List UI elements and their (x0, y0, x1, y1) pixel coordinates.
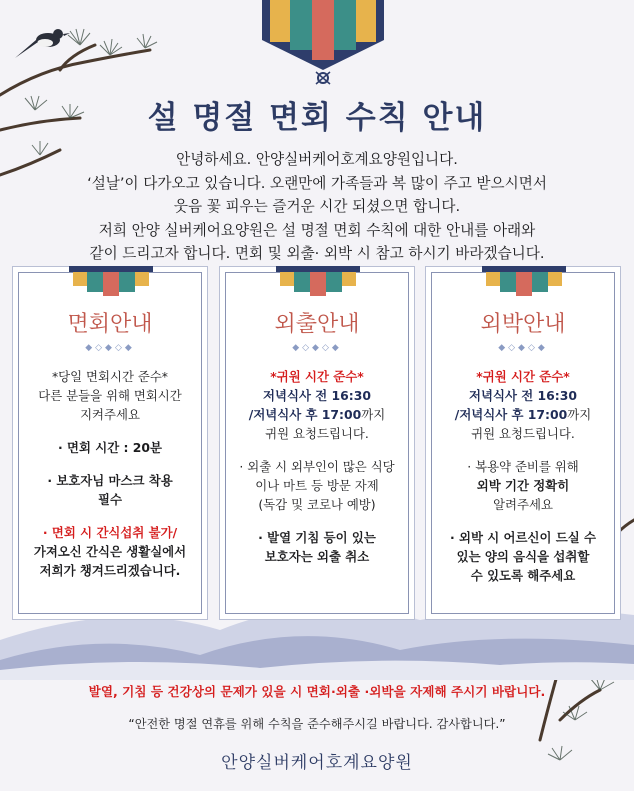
text-line: 귀원 요청드립니다. (471, 426, 575, 441)
card-body (23, 367, 197, 594)
text-line: 저희가 챙겨드리겠습니다. (39, 563, 181, 578)
text-line: · 외박 시 어르신이 드실 수 (450, 530, 596, 545)
thanks-message: “안전한 명절 연휴를 위해 수칙을 준수해주시길 바랍니다. 감사합니다.” (128, 717, 506, 731)
text-line: · 복용약 준비를 위해 (467, 459, 579, 474)
text-line: 귀원 요청드립니다. (265, 426, 369, 441)
card-title: 외박안내 (480, 312, 566, 337)
text-line: 수 있도록 해주세요 (470, 568, 576, 583)
text-line: /저녁식사 후 17:00 (454, 407, 568, 422)
visit-card (12, 266, 208, 620)
text-line: 다른 분들을 위해 면회시간 (38, 388, 182, 403)
page-title: 설 명절 면회 수칙 안내 (147, 100, 487, 136)
text-line: 저녁식사 전 16:30 (469, 388, 577, 403)
ornament-icon: ◆◇◆◇◆ (85, 343, 135, 353)
organization-name: 안양실버케어호계요양원 (221, 753, 413, 773)
text-line: 까지 (361, 407, 386, 422)
text-line: 알려주세요 (493, 497, 553, 512)
text-line: 보호자는 외출 취소 (264, 549, 370, 564)
card-ribbon-icon (276, 266, 360, 296)
text-line: · 면회 시간 : 20분 (57, 440, 162, 455)
intro-line: 웃음 꽃 피우는 즐거운 시간 되셨으면 합니다. (173, 198, 461, 215)
text-line: (독감 및 코로나 예방) (258, 497, 376, 512)
text-line: · 발열 기침 등이 있는 (258, 530, 376, 545)
intro-line: 안녕하세요. 안양실버케어호계요양원입니다. (176, 151, 458, 168)
text-line: 이나 마트 등 방문 자제 (255, 478, 379, 493)
text-line: /저녁식사 후 17:00 (248, 407, 362, 422)
card-ribbon-icon (482, 266, 566, 296)
text-line: *당일 면회시간 준수* (51, 369, 169, 384)
card-title: 외출안내 (274, 312, 360, 337)
text-line: · 외출 시 외부인이 많은 식당 (239, 459, 395, 474)
text-line: 있는 양의 음식을 섭취할 (456, 549, 590, 564)
card-ribbon-icon (69, 266, 153, 296)
text-line: *귀원 시간 준수* (476, 369, 570, 384)
text-line: 외박 기간 정확히 (476, 478, 570, 493)
norigae-tassel-icon (262, 0, 384, 88)
text-line: 가져오신 간식은 생활실에서 (33, 544, 187, 559)
health-warning: 발열, 기침 등 건강상의 문제가 있을 시 면회·외출 ·외박을 자제해 주시기 바랍니다. (88, 684, 546, 699)
ornament-icon: ◆◇◆◇◆ (498, 343, 548, 353)
intro-line: 같이 드리고자 합니다. 면회 및 외출· 외박 시 참고 하시기 바라겠습니다. (89, 245, 545, 262)
outing-card (219, 266, 415, 620)
intro-text (0, 148, 634, 266)
text-line: 필수 (98, 492, 122, 507)
text-line: 저녁식사 전 16:30 (263, 388, 371, 403)
card-title: 면회안내 (67, 312, 153, 337)
overnight-card (425, 266, 621, 620)
intro-line: ‘설날’이 다가오고 있습니다. 오랜만에 가족들과 복 많이 주고 받으시면서 (87, 174, 547, 192)
text-line: 지켜주세요 (80, 407, 140, 422)
card-body (230, 367, 404, 580)
text-line: 까지 (567, 407, 592, 422)
card-body (436, 367, 610, 599)
text-line: · 보호자님 마스크 착용 (47, 473, 173, 488)
intro-line: 저희 안양 실버케어요양원은 설 명절 면회 수칙에 대한 안내를 아래와 (98, 221, 536, 239)
magpie-bird-icon (15, 29, 70, 58)
text-line: *귀원 시간 준수* (270, 369, 364, 384)
ornament-icon: ◆◇◆◇◆ (292, 343, 342, 353)
text-line: · 면회 시 간식섭취 불가/ (42, 525, 178, 540)
